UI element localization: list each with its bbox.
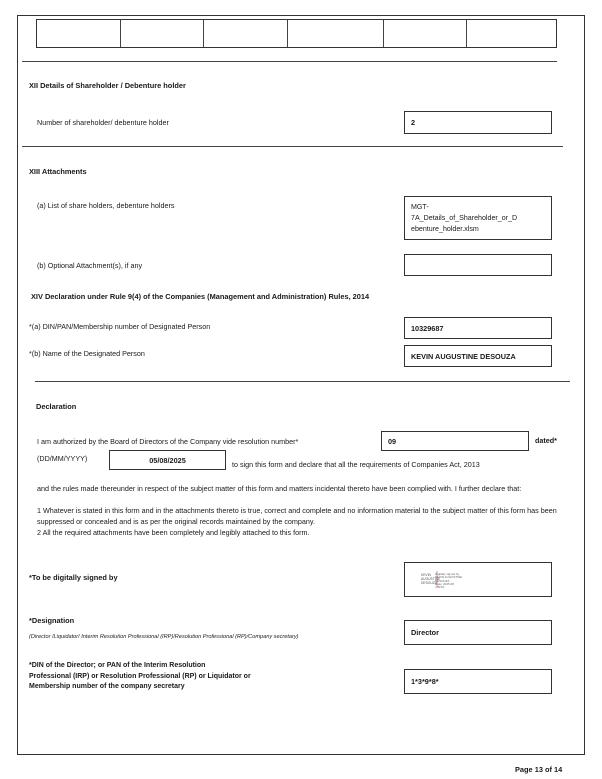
attachment-list-label: (a) List of share holders, debenture holders [37,201,175,210]
signed-by-label: *To be digitally signed by [29,573,118,582]
shareholder-count-label: Number of shareholder/ debenture holder [37,118,169,127]
table-cell [467,20,556,47]
table-cell [384,20,468,47]
top-table [36,19,557,48]
designated-name-label: *(b) Name of the Designated Person [29,349,145,358]
designation-label: *Designation [29,616,75,625]
declaration-line2: to sign this form and declare that all the requirements of Companies Act, 2013 [232,460,480,469]
divider [35,381,570,382]
signature-name-line: AUGUSTINE [421,577,441,581]
attachment-line: 7A_Details_of_Shareholder_or_D [411,213,518,222]
table-cell [288,20,384,47]
signature-name-line: DESOUZA [421,581,437,585]
resolution-number-field[interactable]: 09 [381,431,529,451]
optional-attachment-field[interactable] [404,254,552,276]
signature-detail-line: Digitally signed by [435,572,460,576]
attachment-list-field[interactable] [404,196,552,240]
designated-name-field[interactable]: KEVIN AUGUSTINE DESOUZA [404,345,552,367]
divider [22,146,563,147]
attachment-line: MGT- [411,202,429,211]
designated-din-label: *(a) DIN/PAN/Membership number of Designated Person [29,322,211,331]
signature-details [435,573,462,589]
page-number: Page 13 of 14 [515,765,563,774]
dated-label: dated* [535,436,557,445]
declaration-point-1: 1 Whatever is stated in this form and in the attachments thereto is true, correct and complete and no information material to the subject matter of this form has been suppressed or concealed and is as per the original records maintained by the company. [37,506,557,526]
director-din-label-line: Membership number of the company secretary [29,683,185,690]
signature-detail-line: +05'30' [435,585,445,590]
signature-detail-line: KEVIN AUGUSTINE [435,575,463,580]
attachment-line: ebenture_holder.xlsm [411,224,479,233]
declaration-line1: I am authorized by the Board of Directors of the Company vide resolution number* [37,437,299,446]
digital-signature-box[interactable] [404,562,552,597]
director-din-label-line: *DIN of the Director; or PAN of the Interim Resolution [29,662,206,669]
declaration-point-2: 2 All the required attachments have been completely and legibly attached to this form. [37,528,310,537]
date-format-label: (DD/MM/YYYY) [37,454,88,463]
designation-hint: (Director /Liquidator/ Interim Resolution Professional (IRP)/Resolution Professional (RP)/Company secretary) [29,634,299,640]
designation-field[interactable]: Director [404,620,552,645]
designated-din-field[interactable]: 10329687 [404,317,552,339]
signature-detail-line: Date: 2025.08 [435,581,454,586]
director-din-label-line: Professional (IRP) or Resolution Professional (RP) or Liquidator or [29,672,251,680]
optional-attachment-label: (b) Optional Attachment(s), if any [37,261,143,270]
shareholder-count-field[interactable]: 2 [404,111,552,134]
director-din-field[interactable]: 1*3*9*8* [404,669,552,694]
section-xiii-title: XIII Attachments [29,167,87,176]
table-cell [204,20,288,47]
divider [22,61,557,62]
table-cell [37,20,121,47]
declaration-title: Declaration [36,402,77,411]
table-cell [121,20,205,47]
director-din-label [29,661,251,693]
section-xiv-title: XIV Declaration under Rule 9(4) of the Companies (Management and Administration) Rules, 2014 [31,292,370,301]
signature-name-line: KEVIN [421,573,431,577]
declaration-paragraph: and the rules made thereunder in respect of the subject matter of this form and matters incidental thereto have been complied with. I further declare that: [37,484,522,493]
section-xii-title: XII Details of Shareholder / Debenture holder [29,81,186,90]
signature-detail-line: DESOUZA [435,578,450,583]
resolution-date-field[interactable]: 05/08/2025 [109,450,226,470]
